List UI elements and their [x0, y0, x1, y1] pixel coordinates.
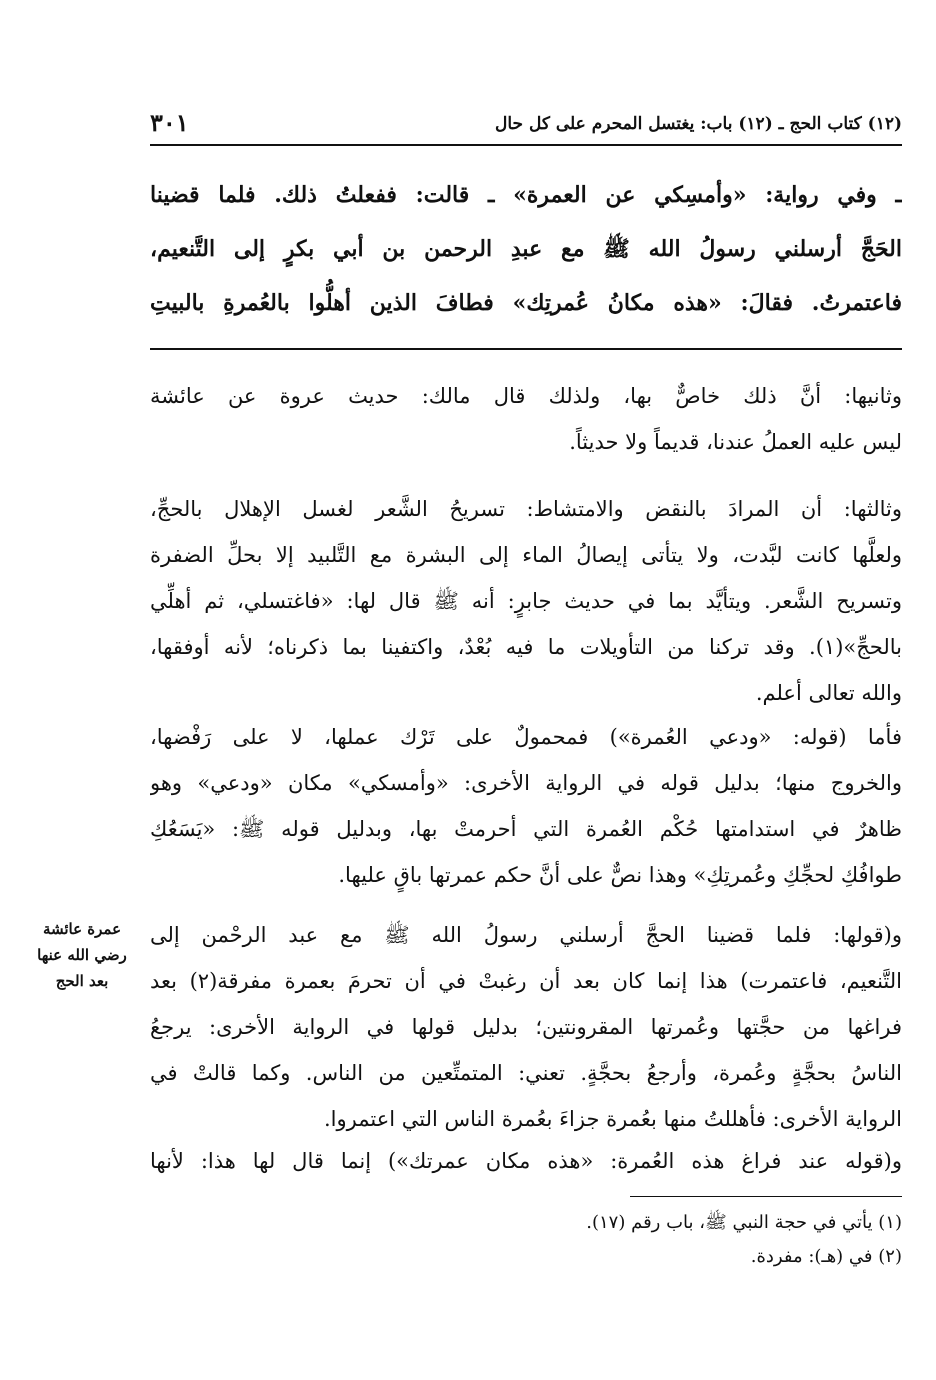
text-line: وتسريح الشَّعر. ويتأيَّد بما في حديث جابرٍ: أنه ﷺ قال لها: «فاغتسلي، ثم أهلِّي	[150, 589, 902, 613]
commentary-paragraph	[150, 1138, 902, 1184]
commentary-paragraph	[150, 912, 902, 1142]
margin-note-line: عمرة عائشة	[42, 920, 122, 938]
footnote: (١) يأتي في حجة النبي ﷺ، باب رقم (١٧).	[586, 1212, 902, 1233]
hadith-line: ـ وفي رواية: «وأمسِكي عن العمرة» ـ قالت: ففعلتُ ذلك. فلما قضينا	[150, 182, 902, 208]
text-line: فأما (قوله: «ودعي العُمرة») فمحمولٌ على تَرْك عملها، لا على رَفْضها،	[150, 725, 902, 749]
text-line: و(قولها: فلما قضينا الحجَّ أرسلني رسولُ الله ﷺ مع عبد الرحْمن إلى	[150, 923, 902, 947]
page-header	[150, 108, 902, 146]
text-line: وثالثها: أن المرادَ بالنقض والامتشاط: تسريحُ الشَّعر لغسل الإهلال بالحجِّ،	[150, 497, 902, 521]
text-line: بالحجِّ»(١). وقد تركنا من التأويلات ما فيه بُعْدٌ، واكتفينا بما ذكرناه؛ لأنه أوفقها،	[150, 635, 902, 659]
text-line: والله تعالى أعلم.	[755, 681, 902, 705]
text-line: الناسُ بحجَّةٍ وعُمرة، وأرجعُ بحجَّةٍ. تعني: المتمتِّعين من الناس. وكما قالتْ في	[150, 1061, 902, 1085]
text-line: الرواية الأخرى: فأهللتُ منها بعُمرة جزاءَ بعُمرة الناس التي اعتمروا.	[323, 1107, 902, 1131]
text-line: و(قوله عند فراغ هذه العُمرة: «هذه مكان عمرتك») إنما قال لها هذا: لأنها	[150, 1149, 902, 1173]
hadith-line: فاعتمرتُ. فقالَ: «هذه مكانُ عُمرتِك» فطافَ الذين أهلُّوا بالعُمرةِ بالبيتِ	[150, 290, 902, 316]
page-number: ٣٠١	[150, 108, 189, 137]
text-line: طوافُكِ لحجِّكِ وعُمرتِكِ» وهذا نصٌّ على أنَّ حكم عمرتها باقٍ عليها.	[338, 863, 902, 887]
margin-note-line: رضي الله عنها	[37, 946, 127, 964]
footnote: (٢) في (هـ): مفردة.	[750, 1246, 902, 1267]
text-line: ليس عليه العملُ عندنا، قديماً ولا حديثاً.	[569, 430, 902, 454]
footnote-separator	[630, 1196, 902, 1197]
text-line: والخروج منها؛ بدليل قوله في الرواية الأخرى: «وأمسكي» مكان «ودعي» وهو	[150, 771, 902, 795]
hadith-text	[150, 168, 902, 330]
text-line: ولعلَّها كانت لبَّدت، ولا يتأتى إيصالُ الماء إلى البشرة مع التَّلبيد إلا بحلِّ الضفرة	[150, 543, 902, 567]
margin-note-line: بعد الحج	[55, 972, 109, 990]
running-title: (١٢) كتاب الحج ـ (١٢) باب: يغتسل المحرم على كل حال	[495, 114, 902, 134]
hadith-line: الحَجَّ أرسلني رسولُ الله ﷺ مع عبدِ الرحمن بن أبي بكرٍ إلى التَّنعيم،	[150, 236, 902, 262]
margin-note	[22, 916, 142, 994]
commentary-paragraph	[150, 486, 902, 716]
text-line: فراغها من حجَّتها وعُمرتها المقرونتين؛ بدليل قولها في الرواية الأخرى: يرجعُ	[150, 1015, 902, 1039]
text-line: التَّنعيم، فاعتمرت) هذا إنما كان بعد أن رغبتْ في أن تحرمَ بعمرة مفرقة(٢) بعد	[150, 969, 902, 993]
section-divider	[150, 348, 902, 350]
commentary-paragraph	[150, 714, 902, 898]
commentary-paragraph	[150, 373, 902, 465]
text-line: وثانيها: أنَّ ذلك خاصٌّ بها، ولذلك قال مالك: حديث عروة عن عائشة	[150, 384, 902, 408]
text-line: ظاهرٌ في استدامتها حُكْم العُمرة التي أحرمتْ بها، وبدليل قوله ﷺ: «يَسَعُكِ	[150, 817, 902, 841]
footnotes	[202, 1206, 902, 1274]
